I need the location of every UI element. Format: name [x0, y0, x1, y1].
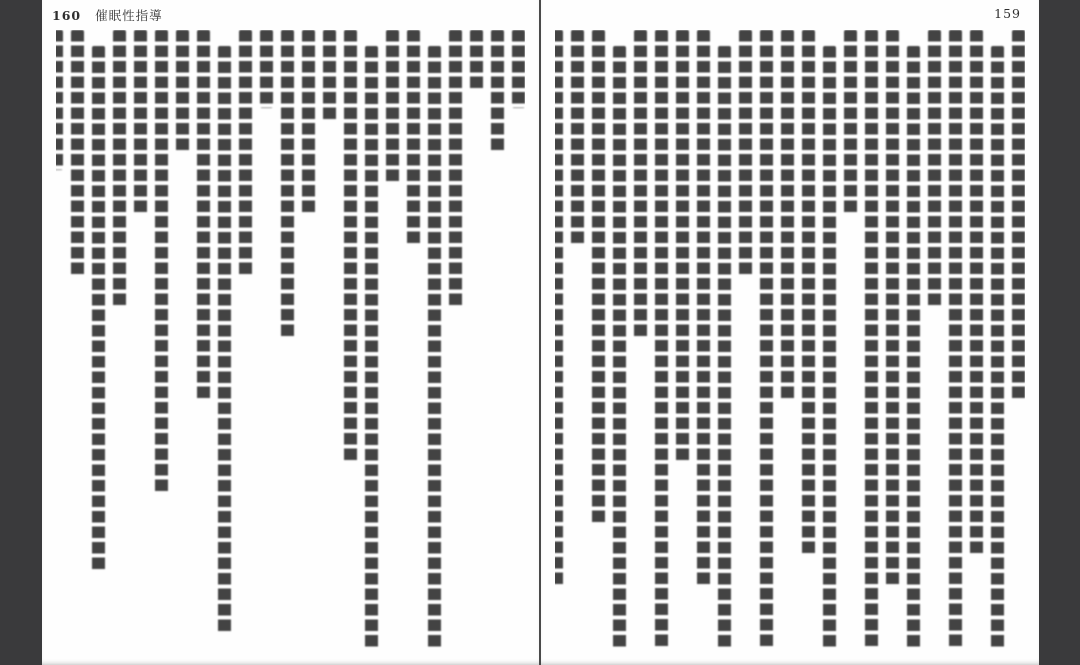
redacted-text-column [134, 30, 147, 216]
redacted-text-column [634, 30, 647, 340]
redacted-text-column [386, 30, 399, 185]
redacted-text-column [865, 30, 878, 650]
running-head-right [994, 6, 1021, 21]
redacted-text-column [802, 30, 815, 557]
redacted-text-column [155, 30, 168, 495]
redacted-text-column [449, 30, 462, 309]
redacted-text-column [781, 30, 794, 402]
redacted-text-column [302, 30, 315, 216]
redacted-text-column [491, 30, 504, 154]
redacted-text-column [760, 30, 773, 650]
page-number-left: 160 [52, 8, 82, 23]
redacted-text-column [1012, 30, 1025, 402]
redacted-text-column [470, 30, 483, 92]
redacted-text-column [613, 46, 626, 651]
page-left [42, 0, 539, 665]
redacted-text-column [718, 46, 731, 651]
redacted-text-column [92, 46, 105, 573]
redacted-text-column [991, 46, 1004, 651]
redacted-text-column [260, 30, 273, 108]
redacted-text-column [655, 30, 668, 650]
redacted-text-column [281, 30, 294, 340]
redacted-text-column [697, 30, 710, 588]
redacted-text-column [176, 30, 189, 154]
redacted-text-column [676, 30, 689, 464]
redacted-text-column [113, 30, 126, 309]
redacted-text-column [512, 30, 525, 108]
redacted-text-column [56, 30, 63, 170]
redacted-text-column [844, 30, 857, 216]
redacted-text-column [71, 30, 84, 278]
running-head-left [52, 6, 163, 24]
redacted-text-column [407, 30, 420, 247]
redacted-text-column [592, 30, 605, 526]
redacted-text-column [344, 30, 357, 464]
redacted-text-column [970, 30, 983, 557]
redacted-text-column [739, 30, 752, 278]
redacted-text-column [197, 30, 210, 402]
redacted-text-column [365, 46, 378, 651]
page-right [541, 0, 1039, 665]
redacted-text-column [886, 30, 899, 588]
redacted-text-column [928, 30, 941, 309]
redacted-text-column [239, 30, 252, 278]
redacted-text-column [428, 46, 441, 651]
redacted-text-column [555, 30, 563, 588]
redacted-text-column [571, 30, 584, 247]
redacted-text-column [907, 46, 920, 651]
text-block-left [56, 30, 525, 652]
redacted-text-column [949, 30, 962, 650]
redacted-text-column [823, 46, 836, 651]
redacted-text-column [218, 46, 231, 635]
running-title: 催眠性指導 [95, 8, 163, 23]
text-block-right [555, 30, 1025, 652]
redacted-text-column [323, 30, 336, 123]
page-number-right: 159 [994, 6, 1021, 21]
